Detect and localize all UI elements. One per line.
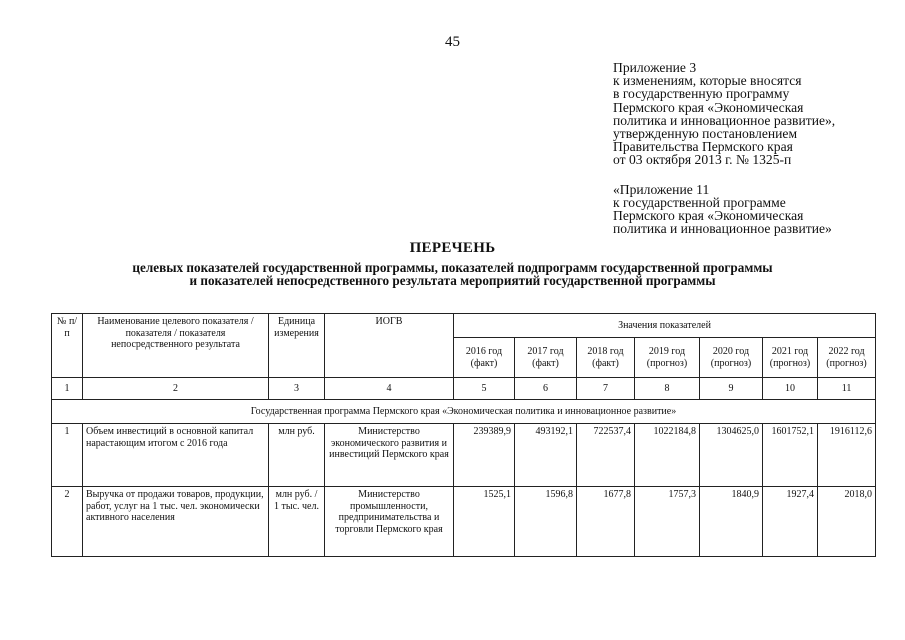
row-value: 1916112,6 bbox=[818, 424, 876, 487]
row-value: 1525,1 bbox=[454, 487, 515, 557]
header-values: Значения показателей bbox=[454, 314, 876, 338]
header-num: № п/п bbox=[52, 314, 83, 378]
column-number: 3 bbox=[269, 378, 325, 400]
appendix-line: от 03 октября 2013 г. № 1325-п bbox=[613, 152, 792, 168]
column-number: 9 bbox=[700, 378, 763, 400]
appendix-block bbox=[613, 61, 893, 235]
row-value: 1022184,8 bbox=[635, 424, 700, 487]
column-number: 6 bbox=[515, 378, 577, 400]
row-name: Выручка от продажи товаров, продукции, работ, услуг на 1 тыс. чел. экономически активного населения bbox=[83, 487, 269, 557]
subtitle-line: целевых показателей государственной программы, показателей подпрограмм государственной программы bbox=[132, 260, 773, 275]
table-row bbox=[52, 487, 876, 557]
appendix-line: Пермского края «Экономическая bbox=[613, 99, 804, 115]
row-value: 1596,8 bbox=[515, 487, 577, 557]
row-value: 239389,9 bbox=[454, 424, 515, 487]
column-number: 1 bbox=[52, 378, 83, 400]
row-unit: млн руб. / 1 тыс. чел. bbox=[269, 487, 325, 557]
appendix-quote-line: к государственной программе bbox=[613, 194, 786, 210]
header-unit: Единица измерения bbox=[269, 314, 325, 378]
header-year: 2016 год (факт) bbox=[454, 338, 515, 378]
row-num: 2 bbox=[52, 487, 83, 557]
header-year: 2019 год (прогноз) bbox=[635, 338, 700, 378]
header-year: 2018 год (факт) bbox=[577, 338, 635, 378]
appendix-line: в государственную программу bbox=[613, 86, 790, 102]
table-row bbox=[52, 424, 876, 487]
appendix-line: политика и инновационное развитие», bbox=[613, 112, 836, 128]
indicators-table bbox=[51, 313, 876, 557]
column-number: 7 bbox=[577, 378, 635, 400]
column-number: 5 bbox=[454, 378, 515, 400]
program-row: Государственная программа Пермского края «Экономическая политика и инновационное развитие» bbox=[52, 400, 876, 424]
appendix-line: к изменениям, которые вносятся bbox=[613, 73, 802, 89]
row-value: 1757,3 bbox=[635, 487, 700, 557]
appendix-line: Правительства Пермского края bbox=[613, 139, 793, 155]
row-value: 1304625,0 bbox=[700, 424, 763, 487]
row-num: 1 bbox=[52, 424, 83, 487]
row-value: 722537,4 bbox=[577, 424, 635, 487]
row-unit: млн руб. bbox=[269, 424, 325, 487]
row-value: 2018,0 bbox=[818, 487, 876, 557]
appendix-line: утвержденную постановлением bbox=[613, 126, 798, 142]
row-value: 1927,4 bbox=[763, 487, 818, 557]
header-year: 2021 год (прогноз) bbox=[763, 338, 818, 378]
subtitle-line: и показателей непосредственного результата мероприятий государственной программы bbox=[189, 273, 716, 288]
column-number: 10 bbox=[763, 378, 818, 400]
appendix-quote-line: Пермского края «Экономическая bbox=[613, 208, 804, 224]
header-iogv: ИОГВ bbox=[325, 314, 454, 378]
appendix-line: Приложение 3 bbox=[613, 60, 697, 75]
column-number: 2 bbox=[83, 378, 269, 400]
row-value: 493192,1 bbox=[515, 424, 577, 487]
row-value: 1840,9 bbox=[700, 487, 763, 557]
appendix-quote-line: «Приложение 11 bbox=[613, 181, 710, 197]
header-year: 2017 год (факт) bbox=[515, 338, 577, 378]
header-year: 2022 год (прогноз) bbox=[818, 338, 876, 378]
document-subtitle bbox=[0, 261, 905, 287]
appendix-quote-line: политика и инновационное развитие» bbox=[613, 221, 832, 237]
row-iogv: Министерство промышленности, предпринимательства и торговли Пермского края bbox=[325, 487, 454, 557]
header-name: Наименование целевого показателя / показателя / показателя непосредственного результата bbox=[83, 314, 269, 378]
column-number: 11 bbox=[818, 378, 876, 400]
header-year: 2020 год (прогноз) bbox=[700, 338, 763, 378]
column-number: 8 bbox=[635, 378, 700, 400]
row-name: Объем инвестиций в основной капитал нарастающим итогом с 2016 года bbox=[83, 424, 269, 487]
page-number: 45 bbox=[445, 34, 460, 50]
row-value: 1601752,1 bbox=[763, 424, 818, 487]
column-number: 4 bbox=[325, 378, 454, 400]
row-value: 1677,8 bbox=[577, 487, 635, 557]
row-iogv: Министерство экономического развития и инвестиций Пермского края bbox=[325, 424, 454, 487]
document-title: ПЕРЕЧЕНЬ bbox=[409, 240, 496, 256]
